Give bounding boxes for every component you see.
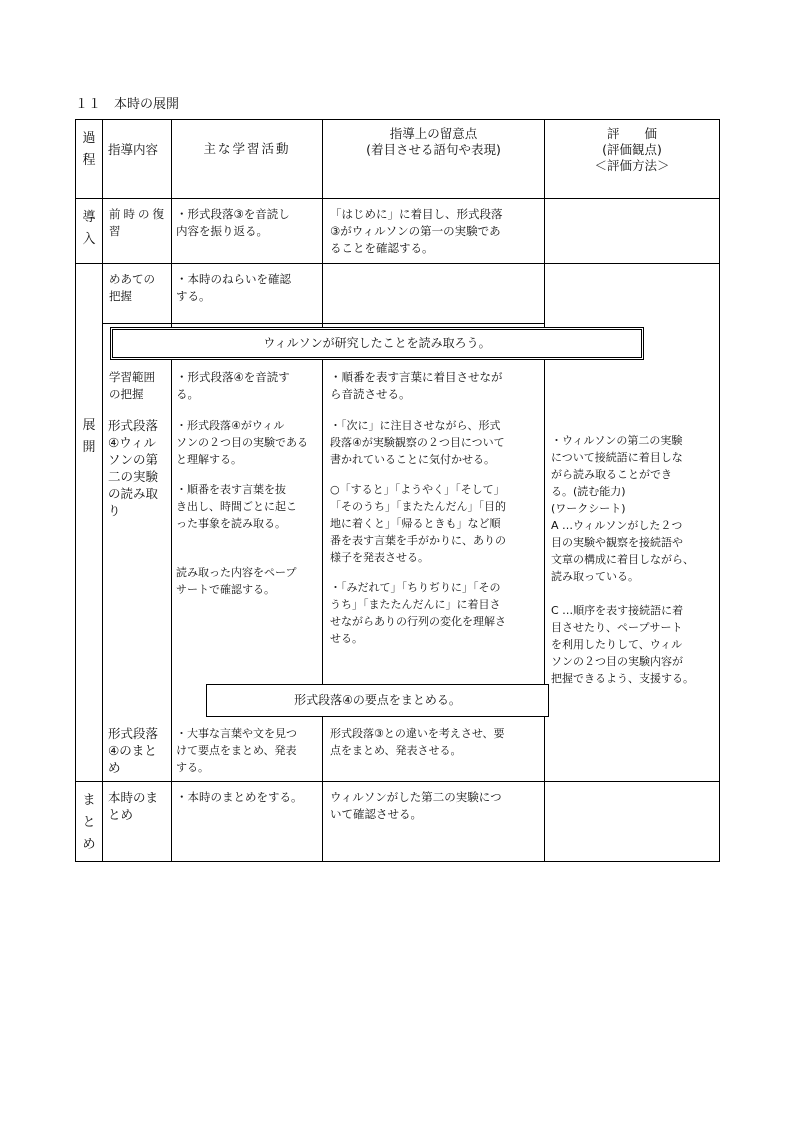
aim-box: [110, 327, 644, 360]
aim-content: めあての 把握: [109, 272, 155, 303]
read-activity-3: 読み取った内容をペープ サートで確認する。: [176, 566, 297, 596]
read-eval: ・ウィルソンの第二の実験 について接続語に着目しな がら読み取ることができ る。(読む能力) (ワークシート) A …ウィルソンがした２つ 目の実験や観察を接続語や 文章の構成に着目しながら、 読み取っている。 C …順序を表す接続語に着 目させたり、ペープサート を利用したりして、ウィル ソンの２つ目の実験内容が 把握できるよう、支援する。: [551, 434, 694, 685]
header-eval-line2: (評価観点): [602, 142, 662, 157]
scope-activity: ・形式段落④を音読す る。: [176, 370, 290, 401]
read-activity-1: ・形式段落④がウィル ソンの２つ目の実験である と理解する。: [176, 419, 308, 466]
header-notes-line2: (着目させる語句や表現): [366, 142, 501, 157]
header-notes: [323, 126, 544, 158]
summary-content: 本時のま とめ: [108, 790, 159, 822]
stage-summary: ま と め: [82, 793, 96, 852]
summary-activity: ・本時のまとめをする。: [176, 790, 303, 804]
points-activity: ・大事な言葉や文を見つ けて要点をまとめ、発表 する。: [176, 727, 297, 774]
intro-content: 前時の復 習: [109, 207, 167, 238]
header-content: 指導内容: [108, 142, 159, 157]
scope-content: 学習範囲 の把握: [109, 370, 155, 401]
read-notes-2: ○「すると」「ようやく」「そして」 「そのうち」「またたんだん」「目的 地に着くと」「帰るときも」など順 番を表す言葉を手がかりに、ありの 様子を発表させる。: [330, 483, 506, 564]
read-notes-3: ・「みだれて」「ちりぢりに」「その うち」「またたんだんに」に着目さ せながらありの行列の変化を理解さ せる。: [330, 581, 506, 645]
summary-notes: ウィルソンがした第二の実験につ いて確認させる。: [330, 790, 502, 821]
aim-activity: ・本時のねらいを確認 する。: [176, 272, 291, 303]
read-activity-2: ・順番を表す言葉を抜 き出し、時間ごとに起こ った事象を読み取る。: [176, 483, 297, 530]
page-heading: １１ 本時の展開: [75, 97, 180, 112]
header-stage: 過 程: [82, 131, 96, 168]
scope-notes: ・順番を表す言葉に着目させなが ら音読させる。: [330, 370, 503, 401]
stage-develop: 展 開: [82, 418, 96, 455]
points-notes: 形式段落③との違いを考えさせ、要 点をまとめ、発表させる。: [330, 727, 505, 757]
points-box-text: 形式段落④の要点をまとめる。: [294, 693, 461, 707]
intro-activity: ・形式段落③を音読し 内容を振り返る。: [176, 207, 290, 238]
points-box: [206, 684, 549, 717]
points-content: 形式段落 ④のまと め: [108, 726, 159, 775]
header-notes-line1: 指導上の留意点: [389, 126, 478, 141]
header-activity: 主な学習活動: [203, 141, 291, 156]
header-eval-line1: 評 価: [606, 126, 657, 141]
header-eval: [545, 126, 719, 174]
read-content: 形式段落 ④ウィル ソンの第 二の実験 の読み取 り: [108, 418, 159, 518]
stage-intro: 導 入: [82, 210, 96, 247]
aim-box-text: ウィルソンが研究したことを読み取ろう。: [263, 336, 491, 350]
read-notes-1: ・「次に」に注目させながら、形式 段落④が実験観察の２つ目について 書かれていることに気付かせる。: [330, 419, 505, 466]
header-eval-line3: ＜評価方法＞: [594, 158, 670, 173]
intro-notes: 「はじめに」に着目し、形式段落 ③がウィルソンの第一の実験であ ることを確認する。: [330, 207, 503, 255]
